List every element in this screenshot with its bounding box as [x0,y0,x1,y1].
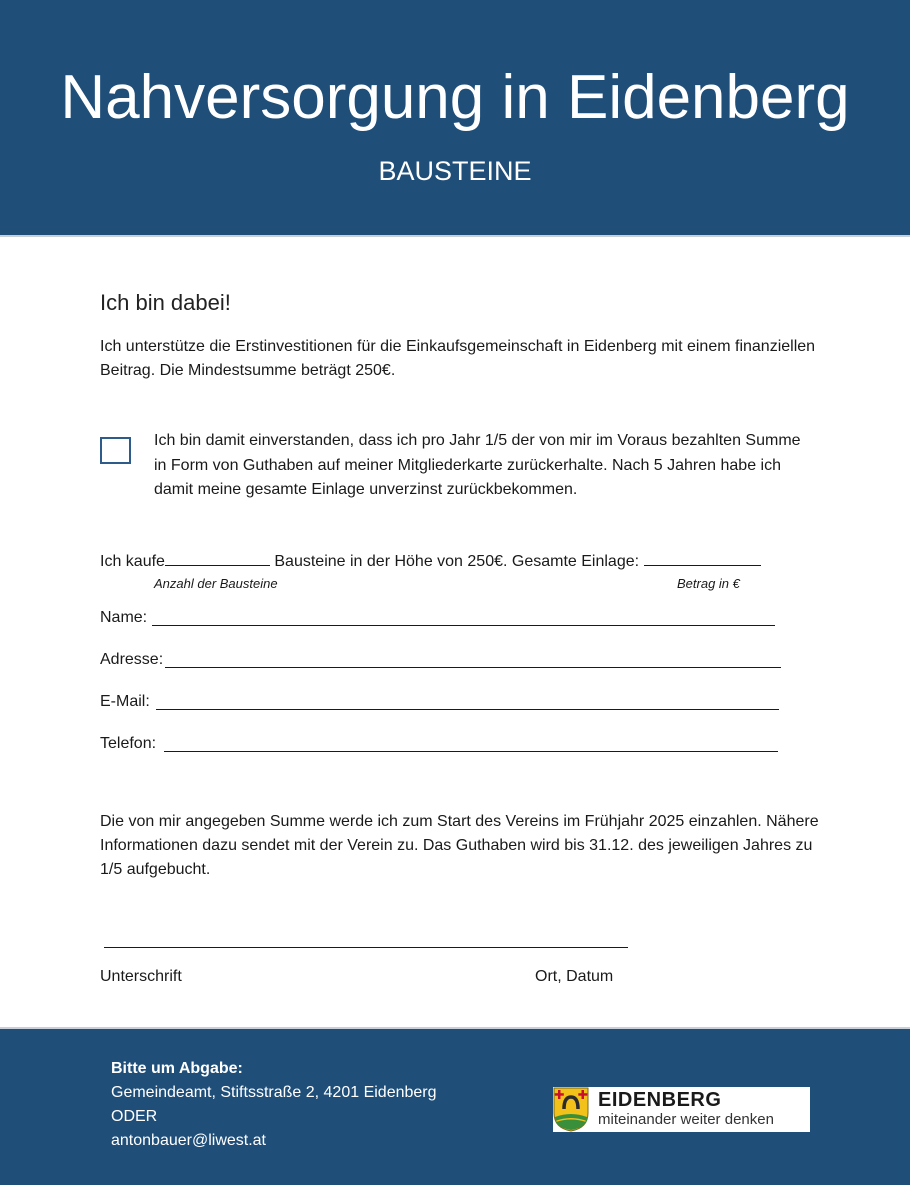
header-banner [0,0,910,237]
page-title: Nahversorgung in Eidenberg [60,63,850,132]
phone-row [100,733,156,755]
footer-heading: Bitte um Abgabe: [111,1060,243,1077]
purchase-middle: Bausteine in der Höhe von 250€. Gesamte Einlage: [269,553,644,570]
count-hint: Anzahl der Bausteine [154,576,278,591]
address-row [100,649,163,671]
footer-address: Gemeindeamt, Stiftsstraße 2, 4201 Eidenberg [111,1084,437,1101]
logo-wordmark: EIDENBERG [598,1089,722,1111]
address-label: Adresse: [100,651,164,668]
signature-line[interactable] [104,947,628,948]
email-field[interactable] [156,694,779,710]
consent-checkbox[interactable] [100,437,131,464]
signature-label: Unterschrift [100,968,182,985]
intro-paragraph: Ich unterstütze die Erstinvestitionen für die Einkaufsgemeinschaft in Eidenberg mit einem finanziellen Beitrag. Die Mindestsumme beträgt 250€. [100,338,816,379]
logo-tagline: miteinander weiter denken [598,1111,774,1128]
email-row [100,691,150,713]
eidenberg-logo [553,1087,810,1132]
address-field[interactable] [165,652,781,668]
footer-or: ODER [111,1108,158,1125]
phone-field[interactable] [164,736,778,752]
name-label: Name: [100,609,148,626]
phone-label: Telefon: [100,735,157,752]
purchase-line [100,550,761,573]
total-amount-field[interactable] [644,550,761,566]
consent-text: Ich bin damit einverstanden, dass ich pro Jahr 1/5 der von mir im Voraus bezahlten Summe in Form von Guthaben auf meiner Mitgliederkarte zurückerhalte. Nach 5 Jahren habe ich damit meine gesamte Einlage unverzinst zurückbekommen. [154,432,801,498]
coat-of-arms-icon [553,1087,589,1132]
name-field[interactable] [152,610,775,626]
info-paragraph: Die von mir angegeben Summe werde ich zum Start des Vereins im Frühjahr 2025 einzahlen. Nähere Informationen dazu sendet mit der Verein zu. Das Guthaben wird bis 31.12. des jeweiligen Jahres zu 1/5 aufgebucht. [100,813,819,878]
building-block-count-field[interactable] [165,550,270,566]
footer-email[interactable]: antonbauer@liwest.at [111,1132,266,1149]
place-date-label: Ort, Datum [535,968,614,985]
page-subtitle: BAUSTEINE [378,156,532,186]
email-label: E-Mail: [100,693,150,710]
name-row [100,607,147,629]
amount-hint: Betrag in € [677,576,740,591]
section-heading: Ich bin dabei! [100,290,231,315]
purchase-prefix: Ich kaufe [100,553,165,570]
